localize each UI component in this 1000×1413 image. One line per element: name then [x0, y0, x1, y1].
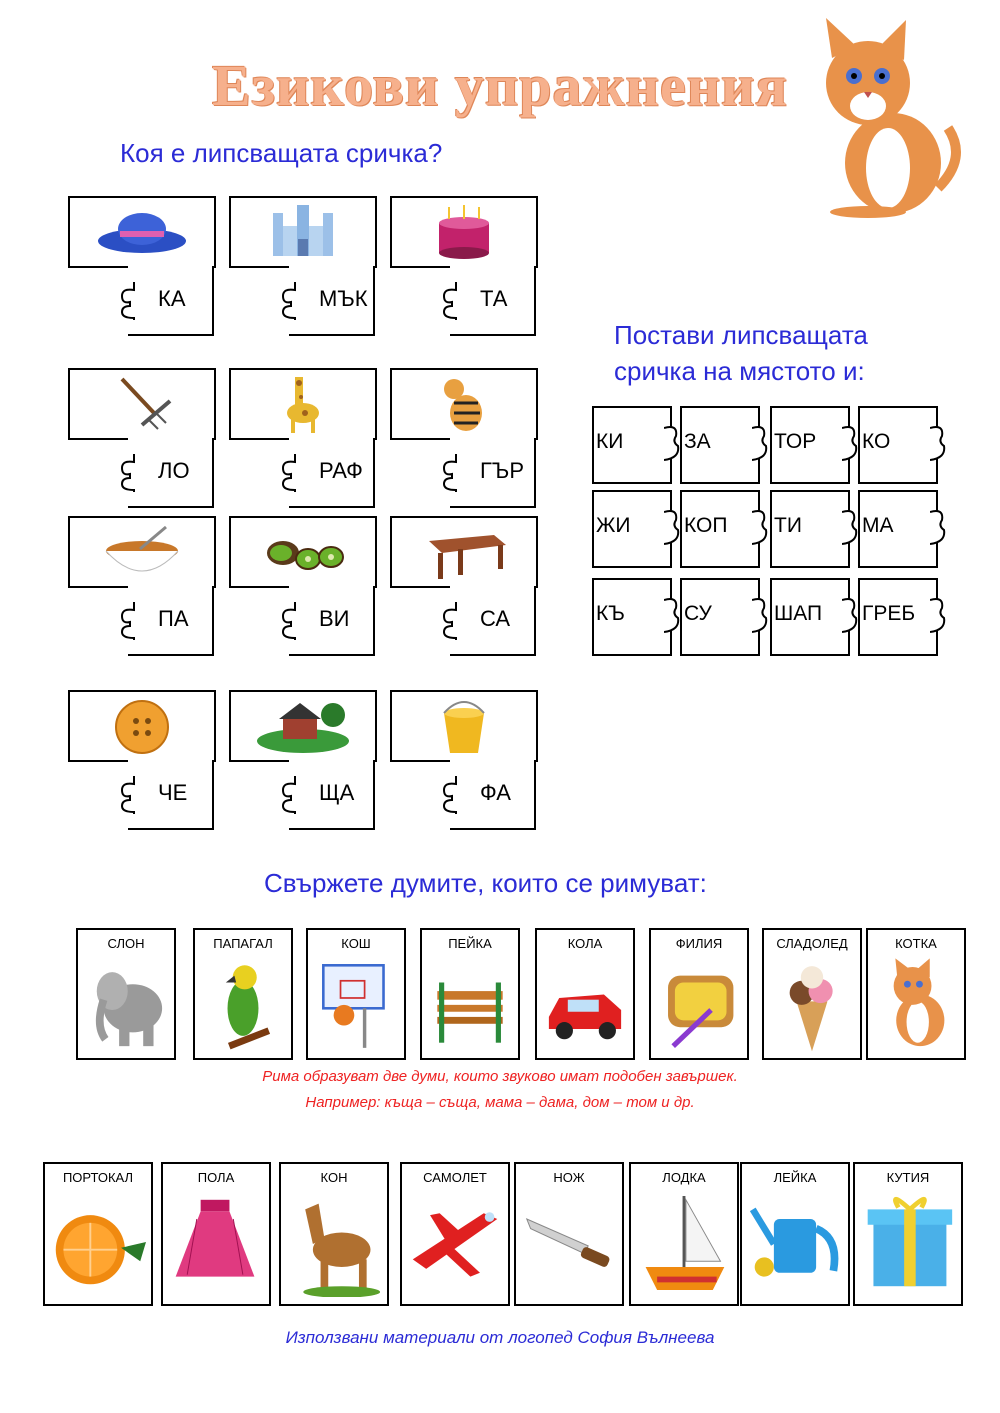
syllable-text: КОП: [684, 514, 728, 537]
page-title: Езикови упражнения: [212, 53, 788, 118]
syllable-text: ЖИ: [596, 514, 631, 537]
syllable-text: ГРЕБ: [862, 602, 916, 625]
section3-heading: Свържете думите, които се римуват:: [264, 868, 707, 898]
puzzle-tab-icon: [118, 454, 138, 492]
syllable-piece[interactable]: [680, 578, 760, 656]
puzzle-syllable: ПА: [158, 606, 189, 631]
rhyme-card[interactable]: [279, 1162, 389, 1306]
puzzle-picture: [229, 196, 377, 268]
gift-box-icon: [860, 1189, 956, 1297]
card-label: ФИЛИЯ: [675, 936, 723, 951]
rhyme-card[interactable]: [514, 1162, 624, 1306]
card-label: ПОРТОКАЛ: [62, 1170, 134, 1185]
puzzle-syllable: ГЪР: [480, 458, 524, 483]
rhyme-card[interactable]: [853, 1162, 963, 1306]
tiger-icon: [414, 373, 514, 435]
card-label: ПЕЙКА: [448, 936, 492, 951]
syllable-text: ШАП: [774, 602, 823, 625]
syllable-piece[interactable]: [592, 490, 672, 568]
puzzle-piece[interactable]: [390, 516, 536, 656]
syllable-text: КИ: [596, 430, 624, 453]
card-label: КОН: [320, 1170, 348, 1185]
bread-slice-icon: [656, 955, 742, 1053]
syllable-text: СУ: [684, 602, 712, 625]
rhyme-card[interactable]: [400, 1162, 510, 1306]
section2-heading-line2: сричка на мястото и:: [614, 356, 865, 386]
puzzle-syllable: МЪК: [319, 286, 368, 311]
puzzle-tab-icon: [279, 776, 299, 814]
puzzle-syllable: ВИ: [319, 606, 350, 631]
rhyme-card[interactable]: [161, 1162, 271, 1306]
puzzle-picture: [390, 196, 538, 268]
section1-heading: Коя е липсващата сричка?: [120, 138, 443, 168]
puzzle-piece[interactable]: [229, 516, 375, 656]
rhyme-card[interactable]: [866, 928, 966, 1060]
rhyme-card[interactable]: [629, 1162, 739, 1306]
card-label: ЛОДКА: [662, 1170, 706, 1185]
puzzle-picture: [68, 196, 216, 268]
card-label: ЛЕЙКА: [773, 1170, 817, 1185]
puzzle-picture: [229, 516, 377, 588]
bucket-icon: [414, 695, 514, 757]
puzzle-syllable: РАФ: [319, 458, 363, 483]
watering-can-icon: [747, 1189, 843, 1297]
basketball-hoop-icon: [313, 955, 399, 1053]
puzzle-piece[interactable]: [68, 368, 214, 508]
puzzle-picture: [68, 516, 216, 588]
puzzle-piece[interactable]: [390, 196, 536, 336]
puzzle-piece[interactable]: [68, 196, 214, 336]
kiwi-icon: [253, 521, 353, 583]
puzzle-tab-icon: [440, 602, 460, 640]
puzzle-syllable: ТА: [480, 286, 508, 311]
puzzle-piece[interactable]: [68, 690, 214, 830]
syllable-piece[interactable]: [770, 578, 850, 656]
elephant-icon: [83, 955, 169, 1053]
puzzle-tab-icon: [118, 776, 138, 814]
puzzle-syllable: ФА: [480, 780, 511, 805]
parrot-icon: [200, 955, 286, 1053]
rhyme-card[interactable]: [740, 1162, 850, 1306]
table-icon: [414, 521, 514, 583]
puzzle-syllable: ЧЕ: [158, 780, 188, 805]
card-label: КОШ: [341, 936, 371, 951]
bench-icon: [427, 955, 513, 1053]
puzzle-piece[interactable]: [229, 368, 375, 508]
rhyme-note-line1: Рима образуват две думи, които звуково имат подобен завършек.: [262, 1068, 738, 1085]
puzzle-syllable: ЛО: [158, 458, 190, 483]
puzzle-knob-icon: [752, 508, 770, 548]
syllable-piece[interactable]: [592, 578, 672, 656]
puzzle-knob-icon: [752, 596, 770, 636]
syllable-piece[interactable]: [770, 406, 850, 484]
syllable-text: КО: [862, 430, 891, 453]
castle-icon: [253, 201, 353, 263]
syllable-piece[interactable]: [858, 490, 938, 568]
rhyme-card[interactable]: [193, 928, 293, 1060]
syllable-piece[interactable]: [858, 578, 938, 656]
house-icon: [253, 695, 353, 757]
skirt-icon: [168, 1189, 264, 1297]
giraffe-icon: [253, 373, 353, 435]
puzzle-syllable: КА: [158, 286, 186, 311]
hat-icon: [92, 201, 192, 263]
syllable-text: МА: [862, 514, 894, 537]
credit-text: Използвани материали от логопед София Вълнеева: [285, 1328, 715, 1347]
boat-icon: [636, 1189, 732, 1297]
card-label: КОЛА: [567, 936, 603, 951]
horse-icon: [286, 1189, 382, 1297]
syllable-piece[interactable]: [680, 490, 760, 568]
rhyme-card[interactable]: [76, 928, 176, 1060]
car-icon: [542, 955, 628, 1053]
puzzle-tab-icon: [440, 282, 460, 320]
soup-bowl-icon: [92, 521, 192, 583]
puzzle-tab-icon: [118, 282, 138, 320]
knife-icon: [521, 1189, 617, 1297]
rhyme-card[interactable]: [306, 928, 406, 1060]
puzzle-picture: [229, 690, 377, 762]
syllable-piece[interactable]: [858, 406, 938, 484]
puzzle-knob-icon: [752, 424, 770, 464]
button-icon: [92, 695, 192, 757]
syllable-piece[interactable]: [680, 406, 760, 484]
card-label: НОЖ: [553, 1170, 585, 1185]
syllable-text: ЗА: [684, 430, 711, 453]
rake-icon: [92, 373, 192, 435]
rhyme-card[interactable]: [762, 928, 862, 1060]
rhyme-card[interactable]: [43, 1162, 153, 1306]
puzzle-picture: [390, 690, 538, 762]
puzzle-knob-icon: [930, 508, 948, 548]
puzzle-tab-icon: [440, 454, 460, 492]
cat-icon: [808, 18, 968, 218]
rhyme-card[interactable]: [649, 928, 749, 1060]
puzzle-knob-icon: [930, 596, 948, 636]
puzzle-picture: [390, 368, 538, 440]
puzzle-picture: [390, 516, 538, 588]
puzzle-tab-icon: [440, 776, 460, 814]
card-label: ПАПАГАЛ: [213, 936, 273, 951]
card-label: КУТИЯ: [886, 1170, 930, 1185]
puzzle-tab-icon: [118, 602, 138, 640]
puzzle-tab-icon: [279, 602, 299, 640]
syllable-piece[interactable]: [770, 490, 850, 568]
puzzle-syllable: ЩА: [319, 780, 355, 805]
puzzle-piece[interactable]: [390, 690, 536, 830]
puzzle-knob-icon: [930, 424, 948, 464]
syllable-text: ТОР: [774, 430, 817, 453]
puzzle-piece[interactable]: [390, 368, 536, 508]
airplane-icon: [407, 1189, 503, 1297]
puzzle-picture: [68, 690, 216, 762]
section2-heading-line1: Постави липсващата: [614, 320, 868, 350]
puzzle-piece[interactable]: [229, 196, 375, 336]
puzzle-picture: [229, 368, 377, 440]
syllable-text: ТИ: [774, 514, 802, 537]
puzzle-piece[interactable]: [68, 516, 214, 656]
card-label: САМОЛЕТ: [423, 1170, 487, 1185]
card-label: СЛОН: [107, 936, 145, 951]
syllable-text: КЪ: [596, 602, 625, 625]
puzzle-tab-icon: [279, 282, 299, 320]
ice-cream-icon: [769, 955, 855, 1053]
rhyme-card[interactable]: [420, 928, 520, 1060]
cake-icon: [414, 201, 514, 263]
card-label: СЛАДОЛЕД: [776, 936, 848, 951]
rhyme-card[interactable]: [535, 928, 635, 1060]
puzzle-piece[interactable]: [229, 690, 375, 830]
syllable-piece[interactable]: [592, 406, 672, 484]
card-label: ПОЛА: [197, 1170, 235, 1185]
cat-small-icon: [873, 955, 959, 1053]
puzzle-syllable: СА: [480, 606, 511, 631]
puzzle-tab-icon: [279, 454, 299, 492]
rhyme-note-line2: Например: къща – съща, мама – дама, дом – том и др.: [305, 1094, 695, 1111]
puzzle-picture: [68, 368, 216, 440]
orange-icon: [50, 1189, 146, 1297]
card-label: КОТКА: [895, 936, 937, 951]
